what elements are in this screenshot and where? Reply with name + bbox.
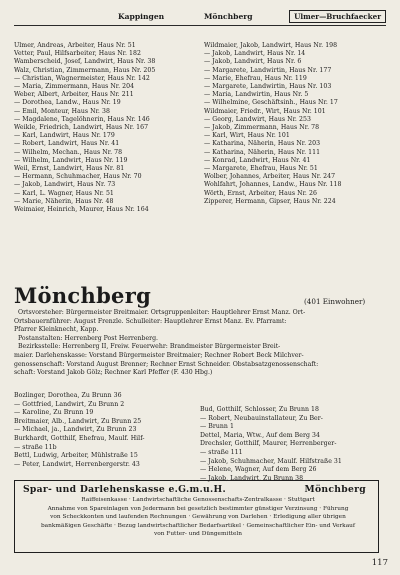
header-place: Kappingen — [118, 12, 165, 21]
list-item: — Maria, Landwirtin, Haus Nr. 5 — [204, 91, 309, 99]
intro-line: genossenschaft: Vorstand August Brenner; Rechner Ernst Schneider. Obstabsatzgenossenschaft: — [14, 360, 319, 368]
list-item: — Emil, Monteur, Haus Nr. 38 — [14, 107, 110, 115]
list-item: Walz, Christian, Zimmermann, Haus Nr. 205 — [14, 66, 156, 74]
page-number: 117 — [371, 558, 388, 568]
ad-line: von Futter- und Düngemitteln — [153, 531, 243, 537]
list-item: — Helene, Wagner, Auf dem Berg 26 — [200, 466, 317, 474]
intro-line: Postanstalten: Herrenberg Post Herrenberg. — [18, 334, 159, 342]
intro-line: maier. Darlehenskasse: Vorstand Bürgermeister Breitmaier; Rechner Robert Beck Milchver- — [14, 351, 304, 359]
bank-place: Mönchberg — [304, 484, 366, 495]
list-item: — Katharina, Näherin, Haus Nr. 203 — [204, 140, 321, 148]
list-item: Zipperer, Hermann, Gipser, Haus Nr. 224 — [204, 197, 336, 205]
list-item: Bud, Gotthilf, Schlosser, Zu Brunn 18 — [200, 406, 320, 413]
list-item: Bozlinger, Dorothea, Zu Brunn 36 — [14, 392, 122, 399]
list-item: — Marie, Ehefrau, Haus Nr. 119 — [204, 74, 307, 82]
list-item: — Jakob, Landwirt, Zu Brunn 38 — [200, 474, 304, 482]
list-item: — straße 11b — [14, 443, 57, 451]
ad-line: bankmäßigen Geschäfte · Bezug landwirtschaftlicher Bedarfsartikel · Gemeinschaftlicher Ein- und Verkauf — [40, 522, 356, 529]
list-item: Ulmer, Andreas, Arbeiter, Haus Nr. 51 — [14, 42, 136, 49]
list-item: Burkhardt, Gotthilf, Ehefrau, Maulf. Hilf- — [14, 434, 145, 442]
list-item: Drechsler, Gotthilf, Maurer, Herrenberger- — [200, 440, 337, 448]
list-item: — Georg, Landwirt, Haus Nr. 253 — [204, 115, 311, 123]
kappingen-column-left — [14, 42, 198, 214]
list-item: — Jakob, Landwirt, Haus Nr. 73 — [14, 181, 116, 189]
list-item: — Marie, Näherin, Haus Nr. 48 — [14, 197, 114, 205]
list-item: Bettl, Ludwig, Arbeiter, Mühlstraße 15 — [14, 452, 138, 460]
header-center: Mönchberg — [204, 12, 253, 21]
list-item: — Wilhelm, Mechan., Haus Nr. 78 — [14, 148, 123, 156]
bank-advertisement — [14, 480, 379, 553]
list-item: — Hermann, Schuhmacher, Haus Nr. 70 — [14, 173, 142, 181]
list-item: — Karoline, Zu Brunn 19 — [14, 409, 94, 417]
list-item: — Robert, Neubauinstallateur, Zu Ber- — [200, 414, 323, 422]
list-item: — Christian, Wagnermeister, Haus Nr. 142 — [14, 74, 150, 82]
moenchberg-column-right — [200, 406, 386, 483]
header-rule — [14, 25, 386, 26]
list-item: — Jakob, Zimmermann, Haus Nr. 78 — [204, 124, 320, 132]
list-item: Wohlfahrt, Johannes, Landw., Haus Nr. 118 — [204, 181, 342, 189]
list-item: — Konrad, Landwirt, Haus Nr. 41 — [204, 156, 311, 164]
intro-line: Ortsbauernführer: August Frenzle. Schulleiter: Hauptlehrer Ernst Manz. Ev. Pfarramt: — [14, 317, 287, 325]
list-item: — Robert, Landwirt, Haus Nr. 41 — [14, 140, 120, 148]
section-title: Mönchberg — [14, 283, 152, 308]
list-item: — Margarete, Ehefrau, Haus Nr. 51 — [204, 165, 318, 173]
list-item: — Jakob, Landwirt, Haus Nr. 14 — [204, 50, 306, 58]
list-item: — Wilhelm, Landwirt, Haus Nr. 119 — [14, 156, 128, 164]
list-item: — Peter, Landwirt, Herrenbergerstr. 43 — [14, 460, 140, 468]
ad-line: Raiffeisenkasse · Landwirtschaftliche Genossenschafts-Zentralkasse · Stuttgart — [81, 497, 315, 503]
list-item: Breitmaier, Alb., Landwirt, Zu Brunn 25 — [14, 417, 142, 425]
list-item: Wildmaier, Jakob, Landwirt, Haus Nr. 198 — [204, 42, 338, 49]
list-item: — Katharina, Näherin, Haus Nr. 111 — [204, 148, 321, 156]
list-item: — Margarete, Landwirtin, Haus Nr. 103 — [204, 83, 332, 91]
list-item: — Brunn 1 — [200, 423, 234, 431]
intro-line: Ortsvorsteher: Bürgermeister Breitmaier. Ortsgruppenleiter: Hauptlehrer Ernst Manz. Ort- — [18, 309, 306, 316]
list-item: — Karl, L. Wagner, Haus Nr. 51 — [14, 189, 114, 197]
bank-services — [23, 496, 373, 539]
list-item: Vetter, Paul, Hilfsarbeiter, Haus Nr. 182 — [14, 50, 141, 58]
list-item: — Maria, Zimmermann, Haus Nr. 204 — [14, 83, 135, 91]
list-item: Weimaier, Heinrich, Maurer, Haus Nr. 164 — [14, 206, 149, 214]
running-header — [14, 10, 386, 24]
list-item: — Jakob, Landwirt, Haus Nr. 6 — [204, 58, 302, 66]
list-item: — straße 111 — [200, 448, 243, 456]
list-item: — Margarete, Landwirtin, Haus Nr. 177 — [204, 66, 332, 74]
list-item: — Karl, Landwirt, Haus Nr. 179 — [14, 132, 115, 140]
list-item: — Magdalene, Tagelöhnerin, Haus Nr. 146 — [14, 115, 150, 123]
list-item: — Gottfried, Landwirt, Zu Brunn 2 — [14, 400, 125, 408]
list-item: Wamberscheid, Josef, Landwirt, Haus Nr. 38 — [14, 58, 156, 66]
list-item: — Karl, Wirt, Haus Nr. 101 — [204, 132, 290, 140]
section-intro — [14, 309, 386, 378]
population-count: (401 Einwohner) — [304, 297, 366, 306]
list-item: Weikle, Friedrich, Landwirt, Haus Nr. 167 — [14, 124, 149, 132]
list-item: Weber, Albert, Arbeiter, Haus Nr. 211 — [14, 91, 134, 99]
list-item: Wildmaier, Friedr., Wirt, Haus Nr. 101 — [204, 107, 326, 115]
list-item: — Michael, ja., Landwirt, Zu Brunn 23 — [14, 426, 137, 434]
list-item: — Wilhelmine, Geschäftsinh., Haus Nr. 17 — [204, 99, 338, 107]
list-item: Weil, Ernst, Landwirt, Haus Nr. 81 — [14, 165, 125, 173]
kappingen-column-right — [204, 42, 386, 206]
list-item: Wörth, Ernst, Arbeiter, Haus Nr. 26 — [204, 189, 317, 197]
ad-line: von Scheckkonten und laufenden Rechnungen · Gewährung von Darlehen · Erledigung aller übrigen — [50, 514, 346, 520]
list-item: — Dorothea, Landw., Haus Nr. 19 — [14, 99, 121, 107]
intro-line: Pfarrer Kleinknecht, Kapp. — [14, 326, 99, 334]
list-item: — Jakob, Schuhmacher, Maulf. Hilfstraße 31 — [200, 457, 342, 465]
header-range-box: Ulmer—Bruchfaecker — [289, 10, 386, 23]
bank-name: Spar- und Darlehenskasse e.G.m.u.H. — [23, 484, 226, 495]
moenchberg-column-left — [14, 392, 192, 469]
list-item: Dettel, Maria, Wtw., Auf dem Berg 34 — [200, 431, 320, 439]
intro-line: schaft: Vorstand Jakob Gölz; Rechner Karl Pfeffer (F. 430 Hbg.) — [14, 369, 213, 377]
list-item: Wolber, Johannes, Arbeiter, Haus Nr. 247 — [204, 173, 336, 181]
ad-line: Annahme von Spareinlagen von Jedermann bei gesetzlich bestimmter günstiger Verzinsung · Führung — [47, 505, 349, 512]
intro-line: Bezirksstelle: Herrenberg II, Freiw. Feuerwehr: Brandmeister Bürgermeister Breit- — [18, 343, 281, 351]
